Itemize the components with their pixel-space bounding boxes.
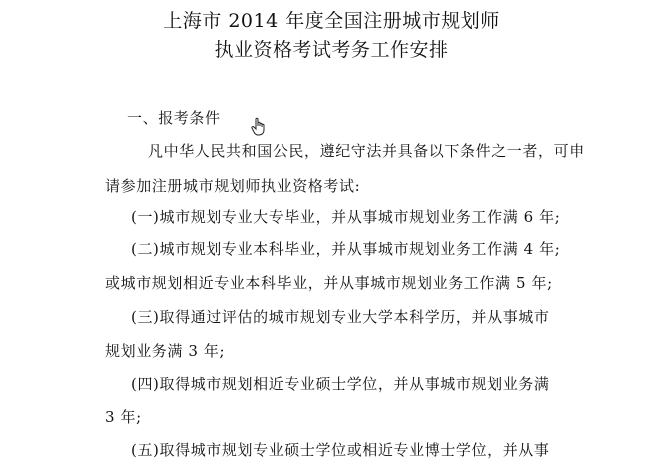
condition-item-2-continuation: 或城市规划相近专业本科毕业，并从事城市规划业务工作满 5 年; [105, 274, 553, 292]
condition-item-3: (三)取得通过评估的城市规划专业大学本科学历，并从事城市 [131, 308, 550, 326]
condition-item-4: (四)取得城市规划相近专业硕士学位，并从事城市规划业务满 [131, 375, 550, 393]
intro-paragraph-line-2: 请参加注册城市规划师执业资格考试: [105, 177, 361, 195]
intro-paragraph-line-1: 凡中华人民共和国公民，遵纪守法并具备以下条件之一者，可申 [148, 142, 585, 160]
condition-item-5: (五)取得城市规划专业硕士学位或相近专业博士学位，并从事 [131, 441, 550, 459]
condition-item-3-continuation: 规划业务满 3 年; [105, 342, 226, 360]
condition-item-4-continuation: 3 年; [105, 408, 142, 426]
condition-item-1: (一)城市规划专业大专毕业，并从事城市规划业务工作满 6 年; [131, 208, 561, 226]
document-title-line-2: 执业资格考试考务工作安排 [214, 39, 449, 61]
hand-pointer-icon [250, 117, 268, 137]
condition-item-2: (二)城市规划专业本科毕业，并从事城市规划业务工作满 4 年; [131, 240, 561, 258]
document-title-line-1: 上海市 2014 年度全国注册城市规划师 [163, 10, 500, 32]
section-heading: 一、报考条件 [127, 109, 221, 127]
